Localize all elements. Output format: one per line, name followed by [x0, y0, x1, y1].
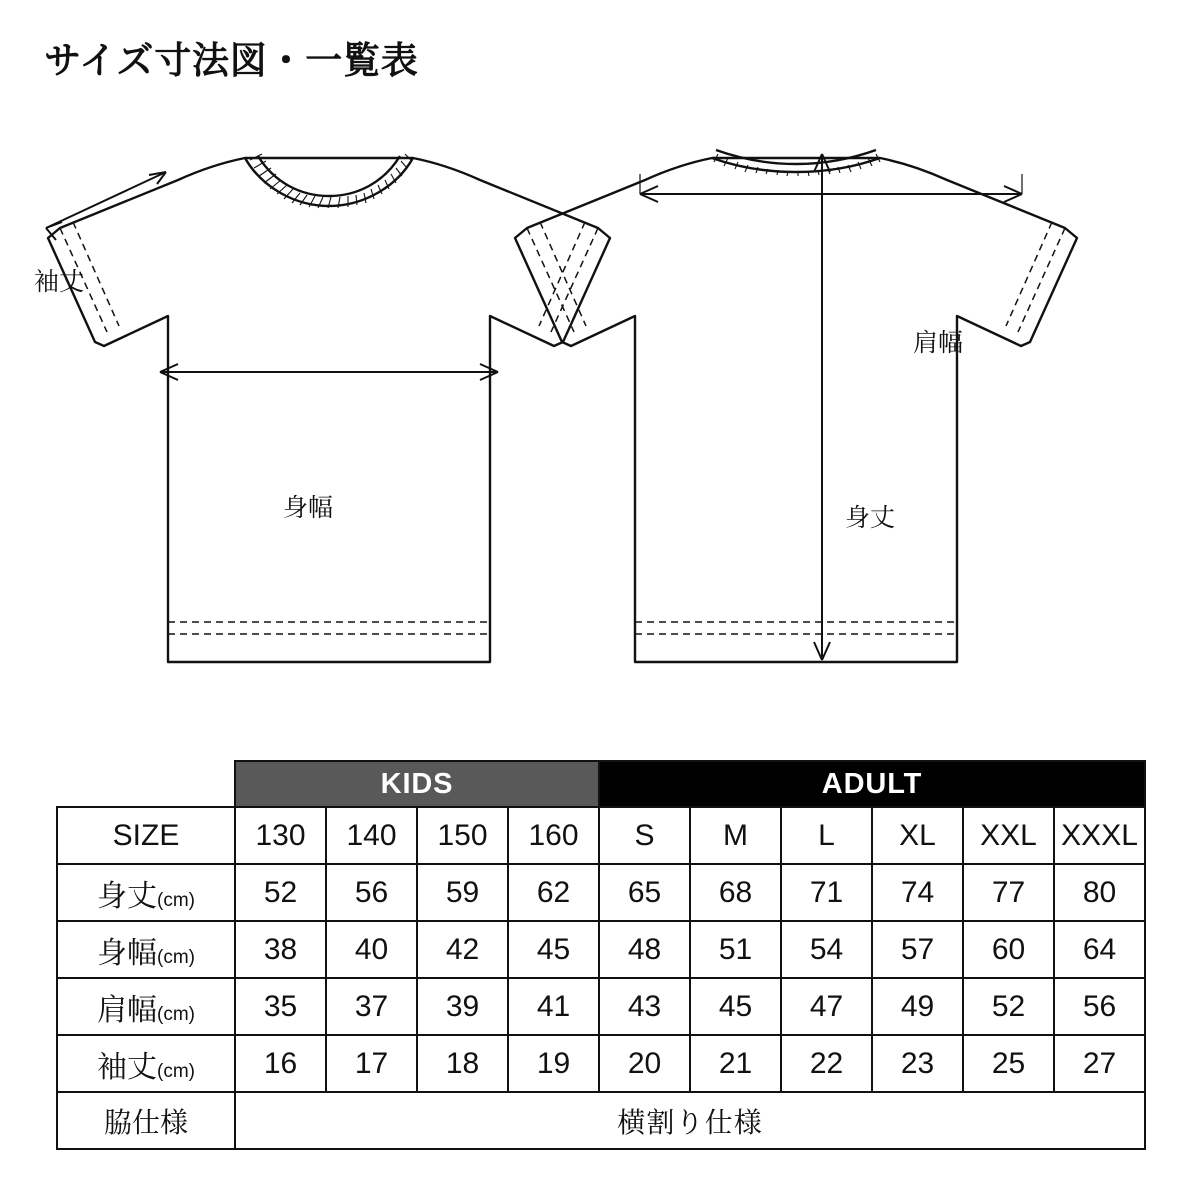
table-spec-row — [57, 1092, 1145, 1149]
measure-cell: 27 — [1054, 1035, 1145, 1092]
table-row — [57, 864, 1145, 921]
spec-row-header: 脇仕様 — [57, 1092, 235, 1149]
table-corner-cell — [57, 761, 235, 807]
size-header-cell: SIZE — [57, 807, 235, 864]
measure-cell: 39 — [417, 978, 508, 1035]
size-cell: L — [781, 807, 872, 864]
measure-cell: 42 — [417, 921, 508, 978]
measure-cell: 17 — [326, 1035, 417, 1092]
group-header-adult: ADULT — [599, 761, 1145, 807]
table-row — [57, 978, 1145, 1035]
measure-cell: 52 — [235, 864, 326, 921]
size-cell: XXXL — [1054, 807, 1145, 864]
measure-cell: 62 — [508, 864, 599, 921]
size-cell: 130 — [235, 807, 326, 864]
row-unit: (cm) — [157, 1003, 195, 1025]
measure-cell: 41 — [508, 978, 599, 1035]
measure-cell: 20 — [599, 1035, 690, 1092]
diagram-area — [0, 110, 1200, 720]
measure-cell: 54 — [781, 921, 872, 978]
row-header — [57, 921, 235, 978]
t-shirt-back-illustration — [515, 150, 1077, 662]
measure-cell: 49 — [872, 978, 963, 1035]
row-header — [57, 864, 235, 921]
row-unit: (cm) — [157, 889, 195, 911]
body-length-label: 身丈 — [845, 504, 896, 532]
size-cell: 160 — [508, 807, 599, 864]
measure-cell: 57 — [872, 921, 963, 978]
size-cell: 140 — [326, 807, 417, 864]
measure-cell: 48 — [599, 921, 690, 978]
measure-cell: 19 — [508, 1035, 599, 1092]
body-width-dimension — [160, 364, 498, 380]
measure-cell: 38 — [235, 921, 326, 978]
measure-cell: 56 — [1054, 978, 1145, 1035]
measure-cell: 35 — [235, 978, 326, 1035]
size-cell: 150 — [417, 807, 508, 864]
measure-cell: 71 — [781, 864, 872, 921]
measure-cell: 23 — [872, 1035, 963, 1092]
measure-cell: 74 — [872, 864, 963, 921]
row-label: 身丈 — [97, 879, 157, 913]
shoulder-width-label: 肩幅 — [913, 329, 964, 357]
measure-cell: 45 — [690, 978, 781, 1035]
measure-cell: 52 — [963, 978, 1054, 1035]
group-header-kids: KIDS — [235, 761, 599, 807]
measure-cell: 45 — [508, 921, 599, 978]
sleeve-length-label: 袖丈 — [34, 268, 85, 296]
table-size-row — [57, 807, 1145, 864]
row-header — [57, 1035, 235, 1092]
measure-cell: 51 — [690, 921, 781, 978]
measure-cell: 64 — [1054, 921, 1145, 978]
size-cell: S — [599, 807, 690, 864]
size-cell: XXL — [963, 807, 1054, 864]
body-length-dimension — [814, 154, 830, 660]
measure-cell: 16 — [235, 1035, 326, 1092]
measure-cell: 77 — [963, 864, 1054, 921]
measure-cell: 68 — [690, 864, 781, 921]
measure-cell: 65 — [599, 864, 690, 921]
table-row — [57, 921, 1145, 978]
measure-cell: 40 — [326, 921, 417, 978]
measure-cell: 60 — [963, 921, 1054, 978]
table-row — [57, 1035, 1145, 1092]
size-cell: XL — [872, 807, 963, 864]
measure-cell: 43 — [599, 978, 690, 1035]
measure-cell: 18 — [417, 1035, 508, 1092]
table-group-row — [57, 761, 1145, 807]
row-label: 肩幅 — [97, 993, 157, 1027]
measure-cell: 56 — [326, 864, 417, 921]
page-title: サイズ寸法図・一覧表 — [44, 40, 419, 81]
row-label: 袖丈 — [97, 1050, 157, 1084]
measure-cell: 80 — [1054, 864, 1145, 921]
row-label: 身幅 — [97, 936, 157, 970]
measure-cell: 21 — [690, 1035, 781, 1092]
size-table — [56, 760, 1146, 1150]
measure-cell: 22 — [781, 1035, 872, 1092]
size-cell: M — [690, 807, 781, 864]
tshirt-diagram-svg — [0, 110, 1200, 720]
row-header — [57, 978, 235, 1035]
row-unit: (cm) — [157, 946, 195, 968]
sleeve-length-dimension — [46, 172, 166, 240]
measure-cell: 25 — [963, 1035, 1054, 1092]
body-width-label: 身幅 — [283, 494, 334, 522]
row-unit: (cm) — [157, 1060, 195, 1082]
spec-row-value: 横割り仕様 — [235, 1092, 1145, 1149]
measure-cell: 59 — [417, 864, 508, 921]
measure-cell: 47 — [781, 978, 872, 1035]
measure-cell: 37 — [326, 978, 417, 1035]
